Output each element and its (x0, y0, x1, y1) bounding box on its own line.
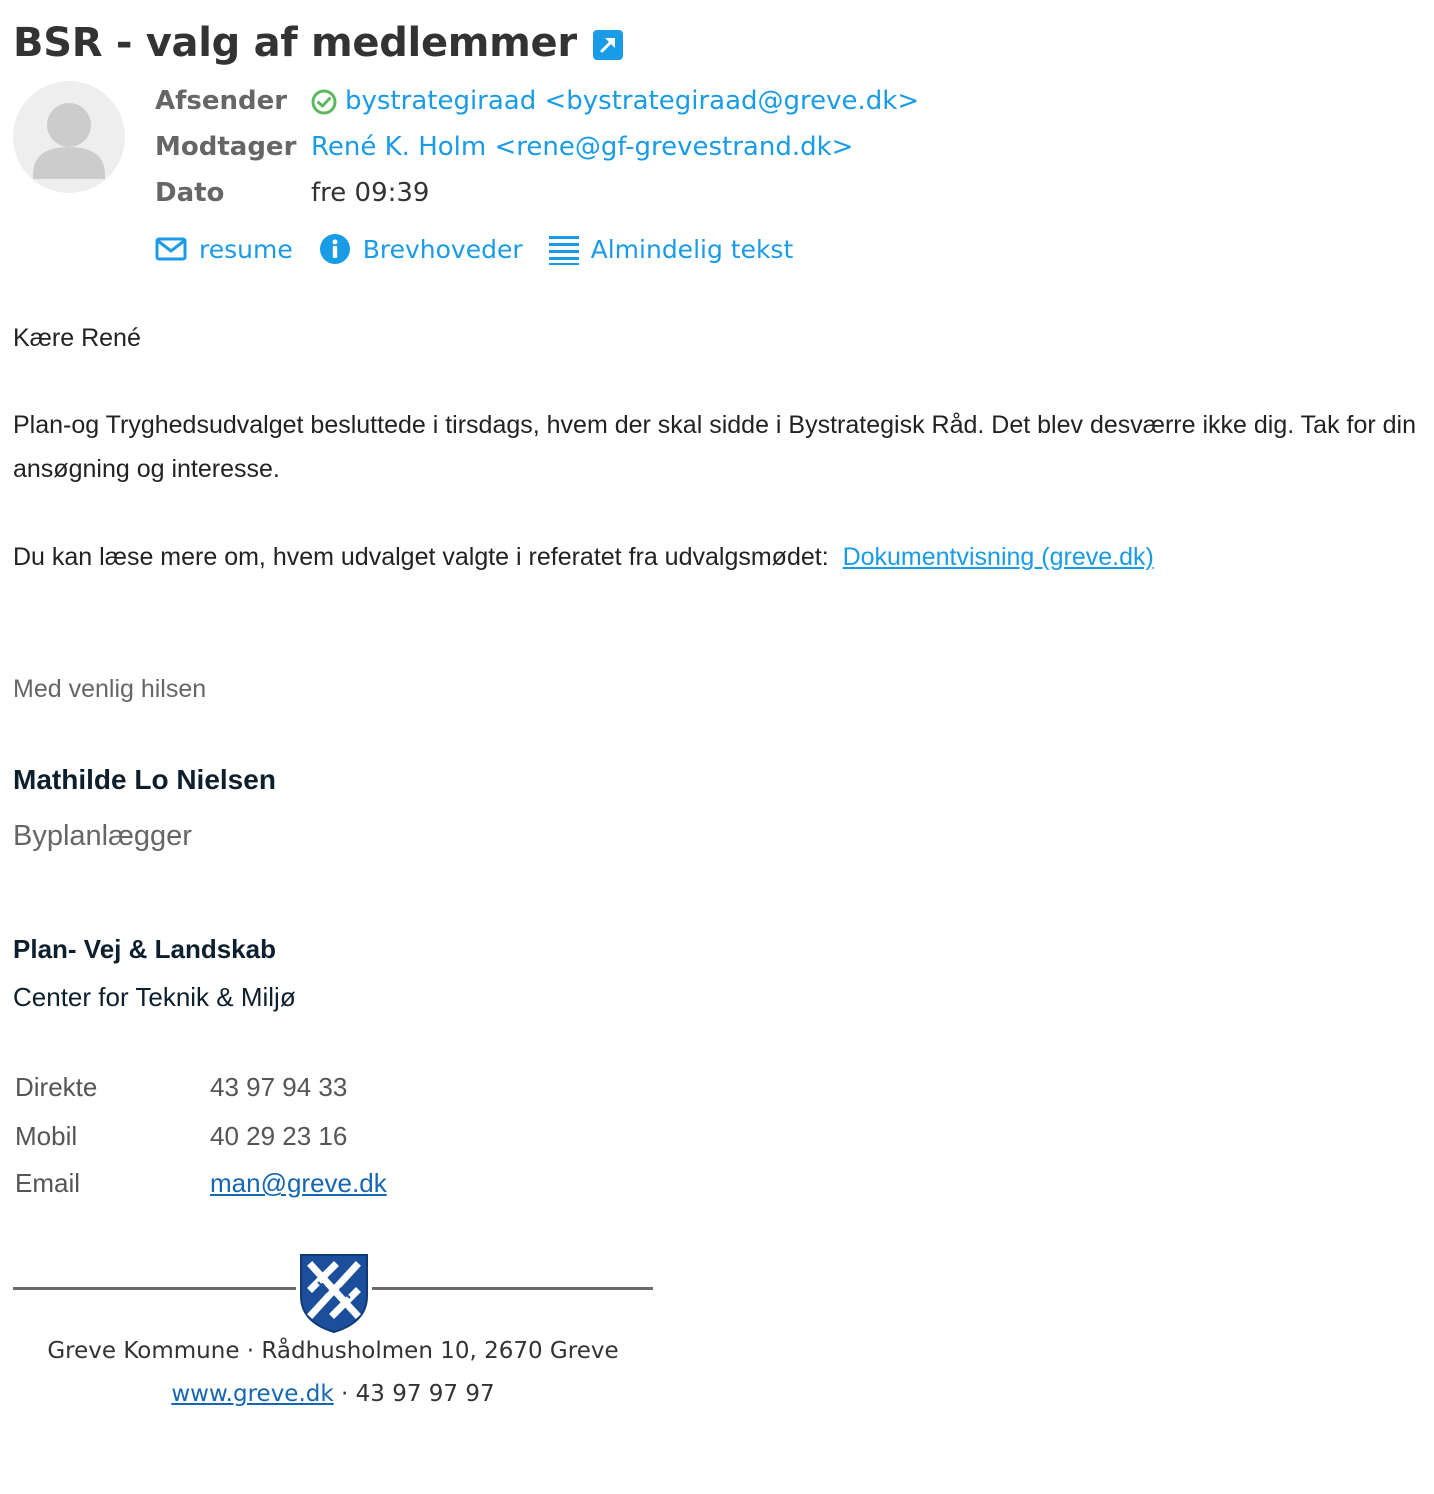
lines-icon (549, 233, 579, 265)
from-value[interactable] (311, 86, 919, 116)
date-label: Dato (155, 178, 225, 208)
contact-label: Mobil (15, 1121, 78, 1151)
plain-text-button[interactable] (549, 233, 794, 265)
contact-value: 43 97 94 33 (210, 1072, 348, 1102)
closing: Med venlig hilsen (13, 675, 207, 703)
signature-title: Byplanlægger (13, 820, 192, 852)
avatar (13, 81, 125, 193)
date-value: fre 09:39 (311, 178, 430, 208)
footer-contact (13, 1381, 653, 1407)
envelope-icon (155, 236, 187, 262)
contact-label: Email (15, 1168, 81, 1198)
paragraph-1: Plan-og Tryghedsudvalget besluttede i tirsdags, hvem der skal sidde i Bystrategisk Råd. Det blev desværre ikke dig. Tak for din ansøgning og interesse. (13, 411, 1417, 483)
divider-right (372, 1287, 653, 1290)
header-actions (155, 230, 819, 268)
contact-value: 40 29 23 16 (210, 1121, 348, 1151)
plain-text-label: Almindelig tekst (590, 234, 794, 264)
paragraph-2-text: Du kan læse mere om, hvem udvalget valgte i referatet fra udvalgsmødet: (13, 543, 829, 571)
signature-name: Mathilde Lo Nielsen (13, 764, 276, 795)
contact-label: Direkte (15, 1072, 98, 1102)
from-address[interactable]: bystrategiraad <bystrategiraad@greve.dk> (345, 86, 920, 116)
email-subject (13, 14, 623, 72)
document-link[interactable]: Dokumentvisning (greve.dk) (842, 543, 1154, 571)
subject-text: BSR - valg af medlemmer (13, 20, 577, 66)
email-link[interactable]: man@greve.dk (210, 1168, 387, 1198)
greeting: Kære René (13, 324, 141, 352)
signature-center: Center for Teknik & Miljø (13, 982, 296, 1012)
check-circle-icon (311, 89, 337, 115)
user-avatar-icon (13, 81, 125, 193)
paragraph-2 (13, 535, 1423, 579)
footer-separator: · (333, 1381, 356, 1407)
info-icon (319, 233, 351, 265)
divider-left (13, 1287, 296, 1290)
summary-button[interactable] (155, 235, 293, 264)
headers-label: Brevhoveder (362, 234, 523, 264)
website-link[interactable]: www.greve.dk (171, 1381, 334, 1407)
summary-label: resume (199, 234, 293, 264)
greve-crest-logo (298, 1252, 370, 1334)
headers-button[interactable] (319, 233, 523, 265)
footer-address: Greve Kommune · Rådhusholmen 10, 2670 Greve (47, 1338, 619, 1364)
footer-phone: 43 97 97 97 (355, 1381, 495, 1407)
from-label: Afsender (155, 86, 288, 116)
to-address[interactable]: René K. Holm <rene@gf-grevestrand.dk> (311, 132, 854, 162)
external-link-icon[interactable] (593, 30, 623, 60)
to-label: Modtager (155, 132, 297, 162)
signature-department: Plan- Vej & Landskab (13, 934, 276, 964)
